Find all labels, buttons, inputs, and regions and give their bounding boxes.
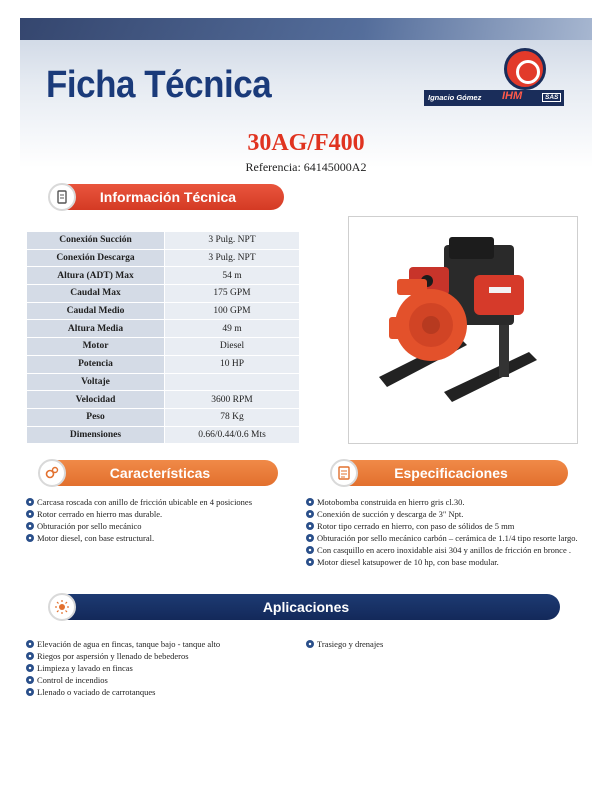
caracteristicas-list <box>26 496 296 544</box>
spec-label: Velocidad <box>27 391 165 409</box>
list-item: Motobomba construida en hierro gris cl.30. <box>306 496 588 508</box>
product-model: 30AG/F400 <box>247 130 365 156</box>
spec-value <box>165 373 300 391</box>
info-section-title <box>52 184 284 210</box>
spec-value: Diesel <box>165 338 300 356</box>
spec-label: Conexión Descarga <box>27 249 165 267</box>
spec-label: Potencia <box>27 355 165 373</box>
spec-value: 10 HP <box>165 355 300 373</box>
table-row <box>27 391 300 409</box>
logo-bar <box>424 90 564 106</box>
logo-brand: IHM <box>502 90 523 102</box>
product-reference: Referencia: 64145000A2 <box>245 160 367 174</box>
especificaciones-title <box>334 460 568 486</box>
spec-label: Dimensiones <box>27 426 165 444</box>
aplicaciones-title <box>52 594 560 620</box>
table-row <box>27 302 300 320</box>
list-item: Control de incendios <box>26 674 296 686</box>
page-title: Ficha Técnica <box>46 64 272 106</box>
table-row <box>27 338 300 356</box>
especificaciones-list <box>306 496 588 568</box>
list-item: Riegos por aspersión y llenado de bebederos <box>26 650 296 662</box>
spec-label: Caudal Medio <box>27 302 165 320</box>
table-row <box>27 426 300 444</box>
spec-value: 175 GPM <box>165 285 300 303</box>
spec-value: 54 m <box>165 267 300 285</box>
table-row <box>27 320 300 338</box>
table-row <box>27 355 300 373</box>
list-item: Llenado o vaciado de carrotanques <box>26 686 296 698</box>
product-image <box>348 216 578 444</box>
logo-name: Ignacio Gómez <box>428 93 482 102</box>
table-row <box>27 373 300 391</box>
header-stripe <box>20 18 592 40</box>
caracteristicas-title <box>42 460 278 486</box>
document-icon <box>48 183 76 211</box>
spec-value: 100 GPM <box>165 302 300 320</box>
info-section-title-text: Información Técnica <box>99 189 237 205</box>
spec-value: 3 Pulg. NPT <box>165 249 300 267</box>
aplicaciones-list-right <box>306 638 576 650</box>
aplicaciones-list-left <box>26 638 296 698</box>
table-row <box>27 232 300 250</box>
spec-label: Motor <box>27 338 165 356</box>
logo-mark-icon <box>504 48 546 90</box>
sun-icon <box>48 593 76 621</box>
company-logo <box>424 48 564 110</box>
spec-value: 0.66/0.44/0.6 Mts <box>165 426 300 444</box>
spec-value: 49 m <box>165 320 300 338</box>
table-row <box>27 267 300 285</box>
list-item: Elevación de agua en fincas, tanque bajo - tanque alto <box>26 638 296 650</box>
spec-label: Altura (ADT) Max <box>27 267 165 285</box>
list-item: Limpieza y lavado en fincas <box>26 662 296 674</box>
table-row <box>27 285 300 303</box>
list-item: Rotor cerrado en hierro mas durable. <box>26 508 296 520</box>
caracteristicas-title-text: Características <box>109 465 211 481</box>
list-item: Motor diesel katsupower de 10 hp, con base modular. <box>306 556 588 568</box>
aplicaciones-title-text: Aplicaciones <box>262 599 350 615</box>
list-item: Conexión de succión y descarga de 3" Npt. <box>306 508 588 520</box>
spec-label: Conexión Succión <box>27 232 165 250</box>
list-item: Motor diesel, con base estructural. <box>26 532 296 544</box>
table-row <box>27 249 300 267</box>
technical-info-table <box>26 231 300 444</box>
gears-icon <box>38 459 66 487</box>
list-item: Trasiego y drenajes <box>306 638 576 650</box>
spec-label: Caudal Max <box>27 285 165 303</box>
list-item: Con casquillo en acero inoxidable aisi 304 y anillos de fricción en bronce . <box>306 544 588 556</box>
list-item: Rotor tipo cerrado en hierro, con paso de sólidos de 5 mm <box>306 520 588 532</box>
spec-value: 3 Pulg. NPT <box>165 232 300 250</box>
list-item: Obturación por sello mecánico carbón – cerámica de 1.1/4 tipo resorte largo. <box>306 532 588 544</box>
checklist-icon <box>330 459 358 487</box>
spec-label: Voltaje <box>27 373 165 391</box>
table-row <box>27 408 300 426</box>
list-item: Carcasa roscada con anillo de fricción ubicable en 4 posiciones <box>26 496 296 508</box>
spec-value: 78 Kg <box>165 408 300 426</box>
spec-label: Altura Media <box>27 320 165 338</box>
especificaciones-title-text: Especificaciones <box>394 465 508 481</box>
spec-label: Peso <box>27 408 165 426</box>
logo-suffix: SAS <box>542 93 561 102</box>
spec-value: 3600 RPM <box>165 391 300 409</box>
list-item: Obturación por sello mecánico <box>26 520 296 532</box>
